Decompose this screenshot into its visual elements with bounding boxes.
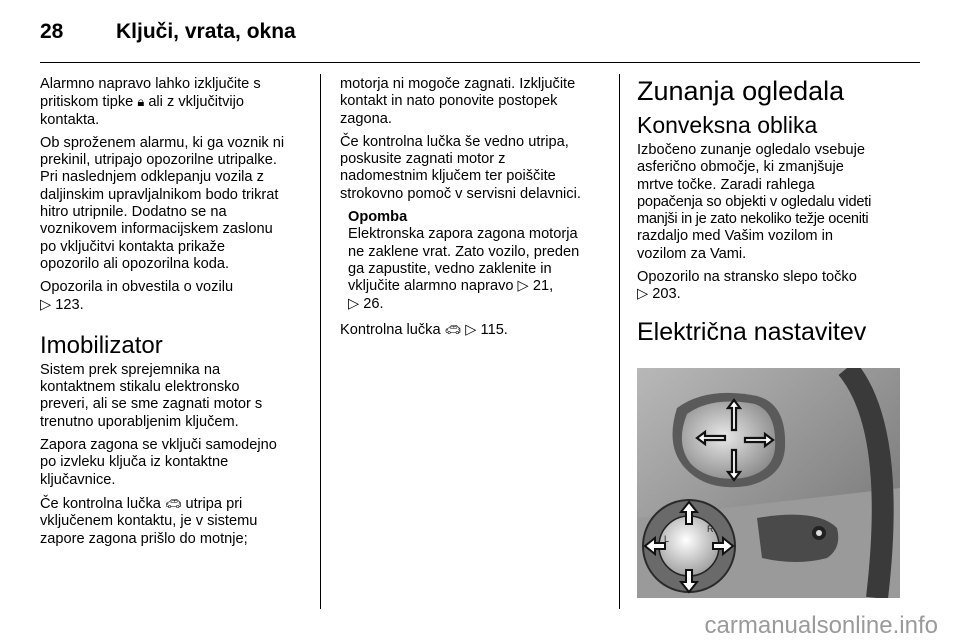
reference-link-21[interactable]: ▷ 21,: [517, 278, 554, 295]
reference-arrow-icon: ▷: [40, 296, 52, 313]
column-2: [340, 76, 608, 345]
switch-panel: [757, 515, 838, 562]
note-box: Opomba Elektronska zapora zagona motorja ne zaklene vrat. Zato vozilo, preden ga zapustite, vedno zaklenite in vključite alarmno napravo ▷ 21, ▷ 26.: [340, 209, 608, 313]
paragraph-immobilizer-auto: Zapora zagona se vključi samodejno po izvleku ključa iz kontaktne ključavnice.: [40, 437, 277, 488]
remote-lock-icon: 🔒︎: [137, 94, 145, 110]
note-title: Opomba: [348, 209, 408, 226]
chapter-title: Ključi, vrata, okna: [116, 20, 296, 43]
header-divider: [40, 62, 920, 63]
paragraph-immobilizer-fault: Če kontrolna lučka 🚗︎ utripa pri vključenem kontaktu, je v sistemu zapore zagona prišlo do motnje;: [40, 495, 258, 547]
column-1: [40, 76, 308, 554]
column-divider-1: [320, 74, 321, 609]
page-number: 28: [40, 20, 64, 43]
immobilizer-lamp-icon: 🚗︎: [444, 321, 462, 337]
paragraph-restart: motorja ni mogoče zagnati. Izključite kontakt in nato ponovite postopek zagona.: [340, 76, 576, 127]
reference-link-26[interactable]: ▷ 26.: [348, 295, 384, 312]
paragraph-alarm-off: Alarmno napravo lahko izključite s pritiskom tipke 🔒︎ ali z vključitvijo kontakta.: [40, 76, 261, 128]
page-header: [40, 14, 920, 54]
heading-electric-adjustment: Električna nastavitev: [637, 317, 867, 346]
mirror-illustration-svg: [637, 368, 900, 598]
paragraph-immobilizer-check: Sistem prek sprejemnika na kontaktnem stikalu elektronsko preveri, ali se sme zagnati motor s trenutno uporabljenim ključem.: [40, 361, 263, 430]
heading-exterior-mirrors: Zunanja ogledala: [637, 76, 845, 106]
paragraph-lamp-ref: Kontrolna lučka 🚗︎ ▷ 115.: [340, 321, 508, 338]
paragraph-convex: Izbočeno zunanje ogledalo vsebuje asferično območje, ki zmanjšuje mrtve točke. Zaradi rahlega popačenja so objekti v ogledalu videti manjši in je zato nekoliko težje oceniti razdaljo med Vašim vozilom in vozilom za Vami.: [637, 142, 872, 262]
svg-text:L: L: [664, 534, 670, 544]
watermark: carmanualsonline.info: [704, 612, 938, 639]
reference-arrow-icon: ▷: [348, 295, 360, 312]
reference-link-203[interactable]: ▷ 203.: [637, 286, 681, 303]
immobilizer-lamp-icon: 🚗︎: [164, 495, 182, 511]
column-3: [637, 76, 907, 346]
reference-arrow-icon: ▷: [637, 286, 649, 303]
paragraph-alarm-triggered: Ob sproženem alarmu, ki ga voznik ni prekinil, utripajo opozorilne utripalke. Pri naslednjem odklepanju vozila z daljinskim upravljalnikom bodo trikrat hitro utripnile. Dodatno se na voznikovem informacijskem zaslonu po vključitvi kontakta prikaže opozorilo ali opozorilna koda.: [40, 134, 285, 272]
mirror-control-illustration: [637, 368, 900, 598]
heading-convex-shape: Konveksna oblika: [637, 112, 818, 138]
svg-text:R: R: [707, 524, 714, 534]
paragraph-warnings-ref: Opozorila in obvestila o vozilu ▷ 123.: [40, 279, 308, 314]
column-divider-2: [619, 74, 620, 609]
reference-arrow-icon: ▷: [517, 278, 529, 295]
heading-immobilizer: Imobilizator: [40, 331, 163, 359]
paragraph-blind-spot: Opozorilo na stransko slepo točko ▷ 203.: [637, 269, 907, 304]
reference-arrow-icon: ▷: [465, 321, 477, 338]
reference-link-123[interactable]: ▷ 123.: [40, 296, 84, 313]
reference-link-115[interactable]: ▷ 115.: [465, 321, 508, 338]
paragraph-spare-key: Če kontrolna lučka še vedno utripa, poskusite zagnati motor z nadomestnim ključem ter poiščite strokovno pomoč v servisni delavnici.: [340, 133, 581, 202]
